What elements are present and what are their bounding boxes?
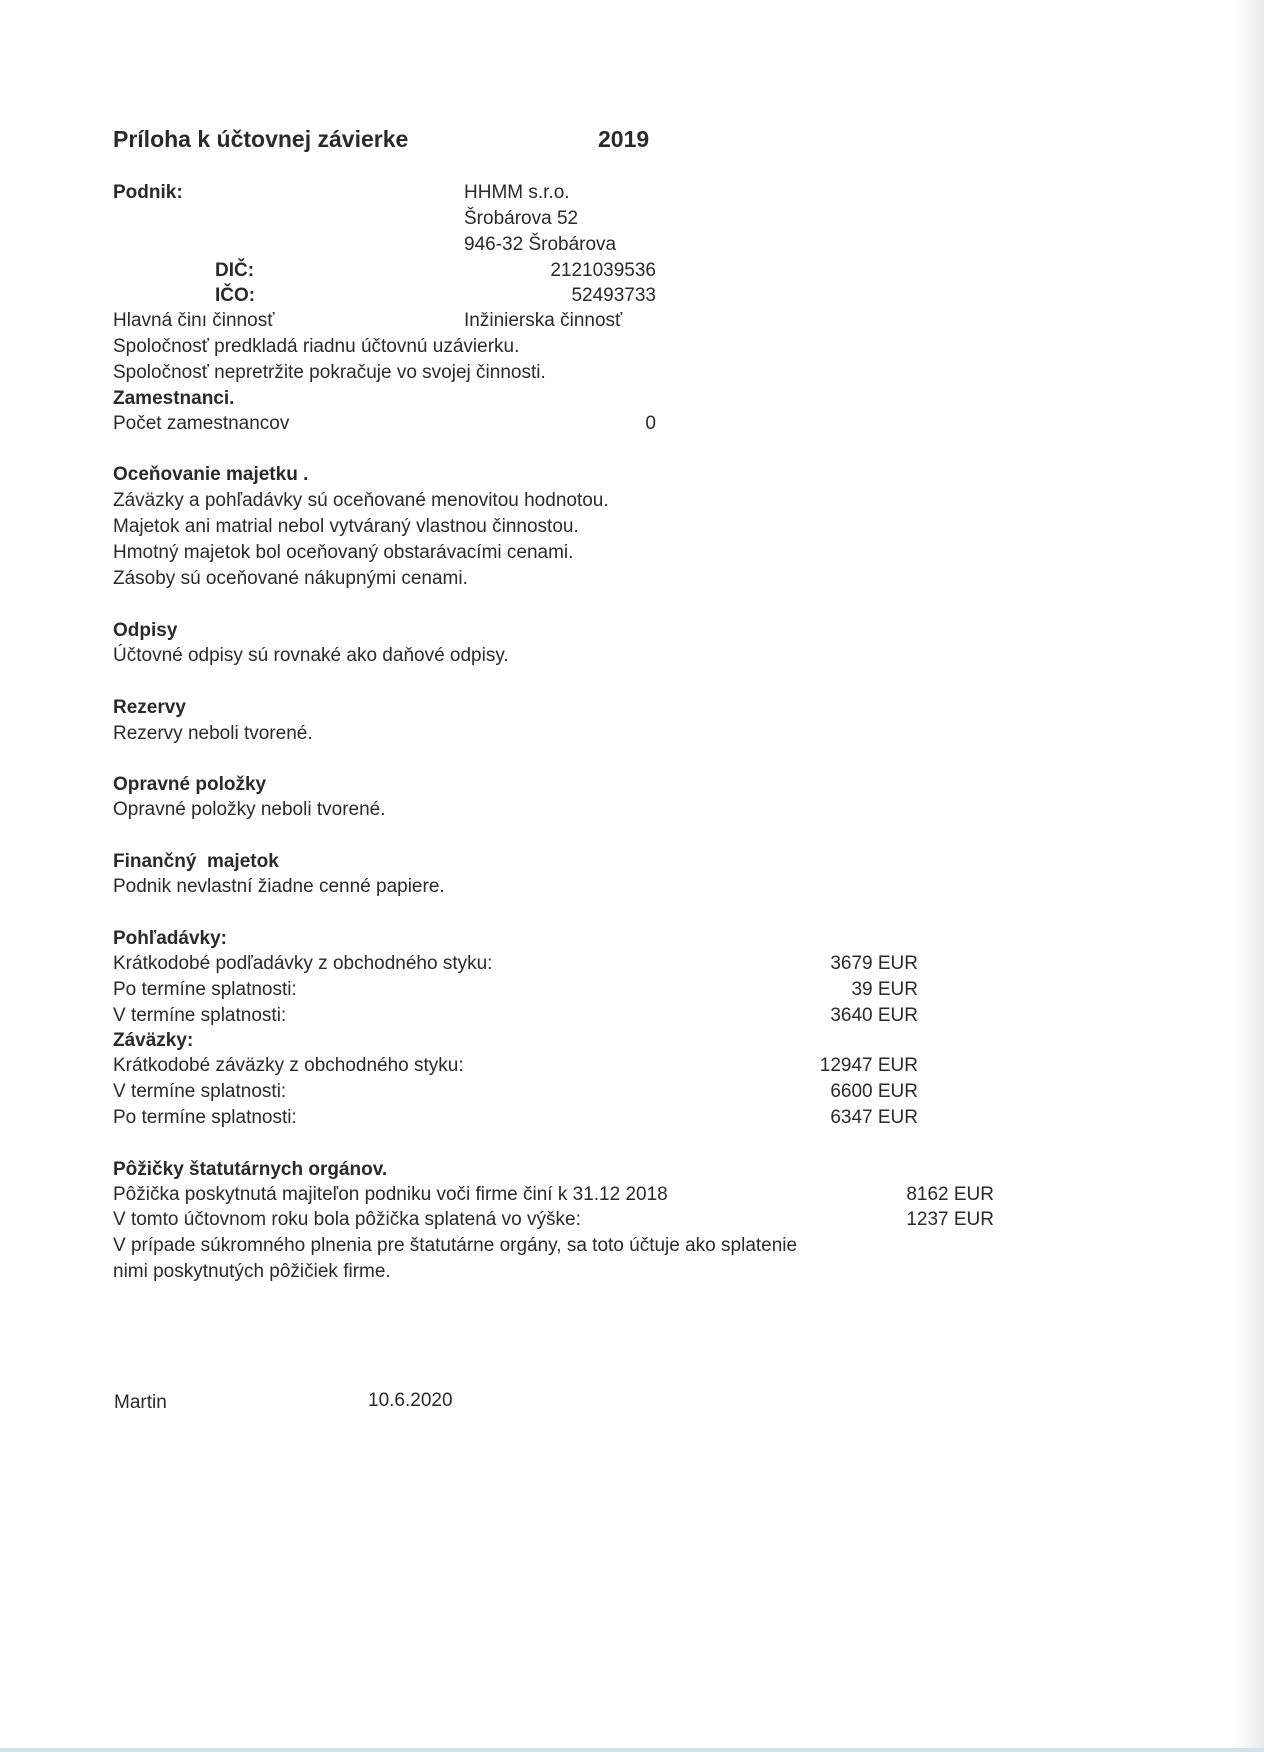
adjustments-text: Opravné položky neboli tvorené. xyxy=(113,799,386,820)
loans-note-line-2: nimi poskytnutých pôžičiek firme. xyxy=(113,1261,391,1282)
liabilities-row-value: 6347 EUR xyxy=(830,1107,918,1128)
receivables-heading: Pohľadávky: xyxy=(113,928,227,949)
receivables-row-label: Po termíne splatnosti: xyxy=(113,979,297,1000)
receivables-row-label: V termíne splatnosti: xyxy=(113,1005,287,1026)
financial-text: Podnik nevlastní žiadne cenné papiere. xyxy=(113,876,445,897)
page-bottom-edge xyxy=(0,1748,1264,1752)
activity-label: Hlavná činı činnosť xyxy=(113,310,275,331)
statement-line-2: Spoločnosť nepretržite pokračuje vo svojej činnosti. xyxy=(113,362,546,383)
reserves-heading: Rezervy xyxy=(113,697,186,718)
valuation-line: Majetok ani matrial nebol vytváraný vlastnou činnostou. xyxy=(113,516,579,537)
valuation-line: Zásoby sú oceňované nákupnými cenami. xyxy=(113,568,468,589)
dic-value: 2121039536 xyxy=(550,260,656,281)
adjustments-heading: Opravné položky xyxy=(113,774,267,795)
liabilities-row-value: 6600 EUR xyxy=(830,1081,918,1102)
activity-value: Inžinierska činnosť xyxy=(464,310,623,331)
signature-name: Martin xyxy=(114,1392,167,1413)
loans-provided-label: Pôžička poskytnutá majiteľon podniku voči firme činí k 31.12 2018 xyxy=(113,1184,668,1205)
receivables-row-value: 3679 EUR xyxy=(830,953,918,974)
loans-heading: Pôžičky štatutárnych orgánov. xyxy=(113,1159,388,1180)
ico-value: 52493733 xyxy=(571,285,656,306)
company-name: HHMM s.r.o. xyxy=(464,182,570,203)
valuation-heading: Oceňovanie majetku . xyxy=(113,464,309,485)
loans-repaid-value: 1237 EUR xyxy=(906,1209,994,1230)
page-edge-shadow xyxy=(1234,0,1264,1752)
company-street: Šrobárova 52 xyxy=(464,208,579,229)
loans-note-line-1: V prípade súkromného plnenia pre štatutárne orgány, sa toto účtuje ako splatenie xyxy=(113,1235,798,1256)
depreciation-heading: Odpisy xyxy=(113,620,178,641)
ico-label: IČO: xyxy=(215,285,256,306)
liabilities-row-label: Po termíne splatnosti: xyxy=(113,1107,297,1128)
loans-repaid-label: V tomto účtovnom roku bola pôžička splatená vo výške: xyxy=(113,1209,581,1230)
company-label: Podnik: xyxy=(113,182,183,203)
valuation-line: Záväzky a pohľadávky sú oceňované menovitou hodnotou. xyxy=(113,490,609,511)
signature-date: 10.6.2020 xyxy=(368,1390,453,1411)
dic-label: DIČ: xyxy=(215,260,255,281)
liabilities-heading: Záväzky: xyxy=(113,1030,194,1051)
document-year: 2019 xyxy=(598,126,650,152)
liabilities-row-value: 12947 EUR xyxy=(819,1055,918,1076)
employees-label: Počet zamestnancov xyxy=(113,413,290,434)
liabilities-row-label: Krátkodobé záväzky z obchodného styku: xyxy=(113,1055,464,1076)
reserves-text: Rezervy neboli tvorené. xyxy=(113,723,313,744)
employees-heading: Zamestnanci. xyxy=(113,388,235,409)
company-city: 946-32 Šrobárova xyxy=(464,234,617,255)
document-title: Príloha k účtovnej závierke xyxy=(113,126,409,152)
employees-value: 0 xyxy=(645,413,656,434)
receivables-row-value: 39 EUR xyxy=(851,979,918,1000)
depreciation-text: Účtovné odpisy sú rovnaké ako daňové odpisy. xyxy=(113,645,509,666)
valuation-line: Hmotný majetok bol oceňovaný obstarávacími cenami. xyxy=(113,542,574,563)
receivables-row-label: Krátkodobé podľadávky z obchodného styku: xyxy=(113,953,493,974)
receivables-row-value: 3640 EUR xyxy=(830,1005,918,1026)
financial-heading: Finančný majetok xyxy=(113,851,279,872)
liabilities-row-label: V termíne splatnosti: xyxy=(113,1081,287,1102)
statement-line-1: Spoločnosť predkladá riadnu účtovnú uzávierku. xyxy=(113,336,520,357)
loans-provided-value: 8162 EUR xyxy=(906,1184,994,1205)
